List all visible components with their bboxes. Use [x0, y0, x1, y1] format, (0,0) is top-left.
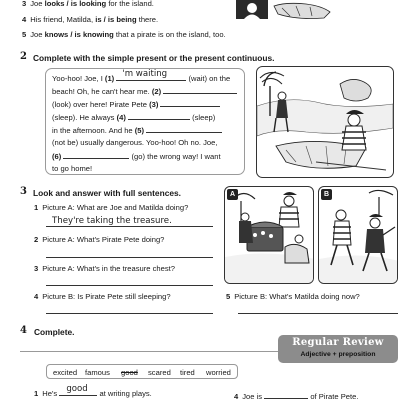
picture-a-label: A	[227, 189, 238, 200]
section-4-number: 4	[20, 325, 27, 336]
blank-4-4[interactable]	[264, 391, 308, 399]
word-worried: worried	[206, 368, 231, 377]
blank-3[interactable]	[160, 99, 220, 107]
question-3-3: 3 Picture A: What's in the treasure chest?	[34, 264, 175, 273]
speech-line-4: (sleep). He always (4) (sleep)	[52, 113, 216, 122]
word-scared: scared	[148, 368, 171, 377]
section-2-title: Complete with the simple present or the present continuous.	[33, 53, 275, 63]
word-good: good	[121, 368, 138, 377]
section-2-picture	[256, 66, 394, 178]
answer-line-3-4[interactable]	[46, 313, 213, 314]
answer-3-1: They're taking the treasure.	[52, 216, 172, 226]
answer-line-3-3[interactable]	[46, 285, 213, 286]
regular-review-banner	[278, 335, 398, 363]
speech-line-7: (6) (go) the wrong way! I want	[52, 152, 221, 161]
regular-review-title: Regular Review	[292, 337, 384, 348]
top-item-4: 4 His friend, Matilda, is / is being there.	[22, 15, 159, 24]
section-3-title: Look and answer with full sentences.	[33, 188, 181, 198]
blank-6[interactable]	[63, 151, 129, 159]
word-box	[46, 364, 238, 379]
question-3-5: 5 Picture B: What's Matilda doing now?	[226, 292, 360, 301]
word-famous: famous	[85, 368, 110, 377]
speech-line-1: Yoo-hoo! Joe, I (1) 'm waiting (wait) on the	[52, 69, 231, 83]
answer-4-1: good	[66, 384, 88, 394]
answer-line-3-2[interactable]	[46, 257, 213, 258]
complete-item-4: 4 Joe is of Pirate Pete.	[234, 392, 359, 400]
complete-item-1: 1 He's good at writing plays.	[34, 384, 152, 398]
answer-line-3-5[interactable]	[238, 313, 398, 314]
picture-b	[318, 186, 398, 284]
word-excited: excited	[53, 368, 78, 377]
speech-line-3: (look) over here! Pirate Pete (3)	[52, 99, 220, 109]
answer-1: 'm waiting	[122, 69, 168, 79]
question-3-4: 4 Picture B: Is Pirate Pete still sleeping?	[34, 292, 171, 301]
top-item-3: 3 Joe looks / is looking for the island.	[22, 0, 154, 8]
question-3-1: 1 Picture A: What are Joe and Matilda doing?	[34, 203, 189, 212]
blank-2[interactable]	[163, 86, 237, 94]
section-3-number: 3	[20, 186, 27, 197]
speech-line-5: in the afternoon. And he (5)	[52, 125, 222, 135]
question-3-2: 2 Picture A: What's Pirate Pete doing?	[34, 235, 165, 244]
blank-4[interactable]	[128, 112, 190, 120]
speech-line-6: (not be) usually dangerous. Yoo-hoo! Oh no. Joe,	[52, 138, 218, 147]
speech-line-2: beach! Oh, he can't hear me. (2)	[52, 86, 237, 96]
picture-a	[224, 186, 314, 284]
top-item-5: 5 Joe knows / is knowing that a pirate is on the island, too.	[22, 30, 226, 39]
blank-5[interactable]	[146, 125, 222, 133]
section-4-rule	[20, 351, 278, 352]
speech-box	[45, 68, 245, 175]
picture-a-drawing	[225, 187, 314, 284]
speech-line-8: to go home!	[52, 164, 93, 173]
section-4-title: Complete.	[34, 327, 75, 337]
picture-b-drawing	[319, 187, 398, 284]
regular-review-subtitle: Adjective + preposition	[300, 351, 376, 358]
answer-line-3-1[interactable]	[46, 226, 213, 227]
picture-b-label: B	[321, 189, 332, 200]
top-illustration	[226, 0, 332, 20]
word-tired: tired	[180, 368, 195, 377]
section-2-number: 2	[20, 51, 27, 62]
